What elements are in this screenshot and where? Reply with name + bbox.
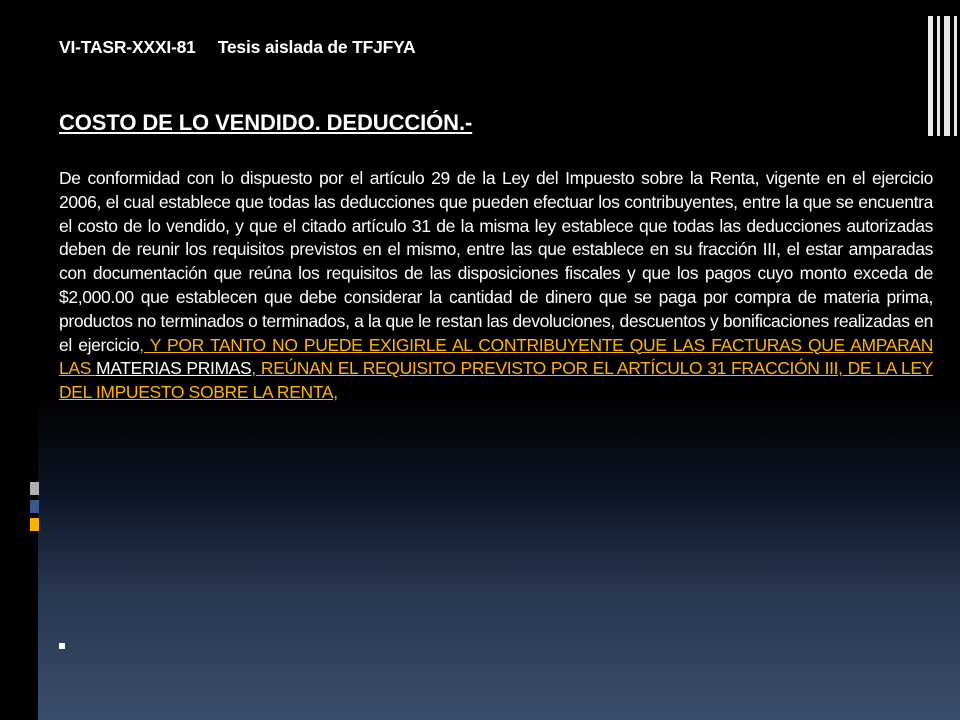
thesis-type: Tesis aislada de TFJFYA [217,37,416,57]
deco-square-gray [30,482,39,495]
body-emphasis: MATERIAS PRIMAS [96,358,252,379]
deco-square-blue [30,500,39,513]
decorative-squares [30,482,39,536]
deco-square-orange [30,518,39,531]
body-plain-text: De conformidad con lo dispuesto por el artículo 29 de la Ley del Impuesto sobre la Renta, vigente en el ejercicio 2006, el cual establece que todas las deducciones que pueden efectuar los contribuyentes, entre la que se encuentra el costo de lo vendido, y que el citado artículo 31 de la misma ley establece que todas las deducciones autorizadas deben de reunir los requisitos previstos en el mismo, entre las que establece en su fracción III, el estar amparadas con documentación que reúna los requisitos de las disposiciones fiscales y que los pagos cuyo monto exceda de $2,000.00 que establecen que debe considerar la cantidad de dinero que se paga por compra de materia prima, productos no terminados o terminados, a la que le restan las devoluciones, descuentos y bonificaciones realizadas en el ejercicio [59,168,933,355]
body-highlight-2: , REÚNAN EL REQUISITO PREVISTO POR EL ARTÍCULO 31 FRACCIÓN III, DE LA LEY DEL IMPUESTO SOBRE LA RENTA, [59,358,933,403]
header-line [59,37,933,58]
thesis-code: VI-TASR-XXXI-81 [59,37,196,57]
slide-content [59,37,933,405]
body-paragraph [59,167,933,405]
body-highlight-1: , Y POR TANTO NO PUEDE EXIGIRLE AL CONTRIBUYENTE QUE LAS FACTURAS QUE AMPARAN LAS [59,334,933,379]
bullet-marker [59,643,65,649]
slide-title: COSTO DE LO VENDIDO. DEDUCCIÓN.- [59,110,473,135]
